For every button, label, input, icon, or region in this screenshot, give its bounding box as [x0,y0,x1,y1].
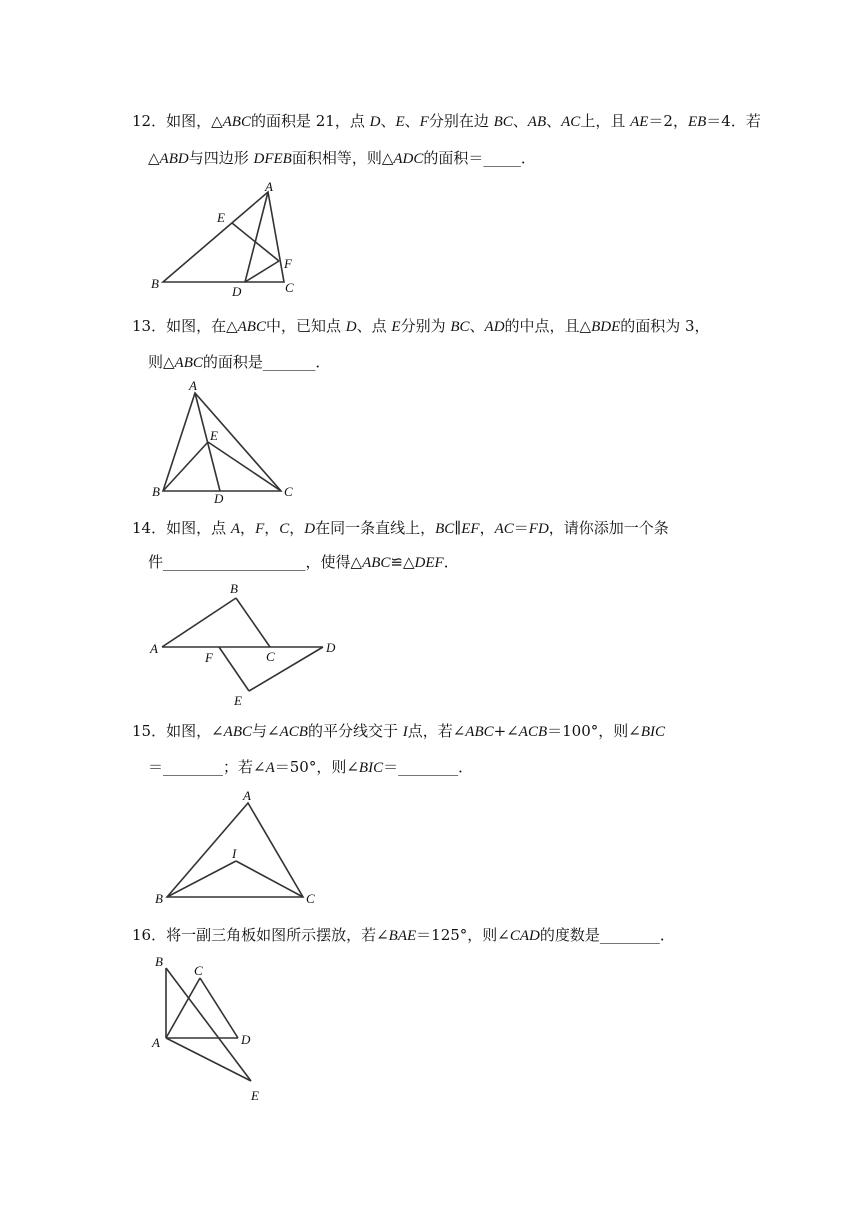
text-run: ＝2， [648,112,688,130]
problem-16-line-1 [132,925,675,946]
problem-14-line-2 [148,552,459,573]
text-run: ＝125°，则∠ [416,926,510,944]
segment-ed [249,647,323,691]
text-run: ＝50°，则∠ [274,758,359,776]
triangle-abc [163,393,281,491]
text-run: 在同一条直线上， [315,519,436,537]
math-variable: BC [435,521,455,537]
problem-text [166,519,669,537]
answer-blank: ________ [398,758,459,776]
math-variable: D [369,114,381,130]
text-run: ， [289,519,305,537]
text-run: 如图，△ [166,112,223,130]
text-run: 如图，点 [166,519,231,537]
text-run: 的面积是 [202,353,263,371]
text-run: ＝ [513,519,529,537]
segment-bi [167,861,236,897]
label-d: D [241,1032,251,1047]
math-variable: F [419,114,429,130]
segment-ab [162,598,236,647]
text-run: ，使得△ [305,553,363,571]
math-variable: D [345,319,357,335]
answer-blank: ________ [599,926,660,944]
problem-15-line-2 [148,757,473,778]
math-variable: FD [528,521,549,537]
problem-text [166,112,761,130]
problem-text [148,758,473,776]
answer-blank: _____ [483,149,521,167]
text-run: ， [264,519,280,537]
problem-number: 15． [132,722,167,740]
segment-be [166,968,251,1081]
math-variable: BIC [640,724,665,740]
text-run: 、 [512,112,528,130]
text-run: ＝ [148,758,164,776]
math-variable: ABC [237,319,266,335]
text-run: 点，若∠ [407,722,466,740]
math-variable: A [230,521,241,537]
math-variable: E [391,319,401,335]
segment-be [163,442,208,491]
text-run: ，请你添加一个条 [548,519,669,537]
math-variable: ABC [362,555,391,571]
text-run: 的平分线交于 [307,722,403,740]
segment-ae [166,1038,251,1081]
math-variable: ACB [279,724,308,740]
math-variable: EB [687,114,707,130]
problem-13-line-1 [132,316,710,337]
math-variable: A [265,760,275,776]
problem-13-figure [145,376,305,506]
text-run: ；若∠ [223,758,266,776]
math-variable: EF [461,521,480,537]
math-variable: BIC [358,760,384,776]
segment-bc [236,598,270,647]
problem-text [148,553,459,571]
math-variable: D [304,521,316,537]
text-run: +∠ [493,722,519,740]
math-variable: BC [450,319,470,335]
label-c: C [306,891,315,906]
text-run: 则△ [148,353,175,371]
problem-13-line-2 [148,352,330,373]
text-run: 中，已知点 [265,317,346,335]
math-variable: C [279,521,290,537]
text-run: 的中点，且△ [504,317,592,335]
text-run: ＝100°，则∠ [547,722,641,740]
label-a: A [243,788,251,803]
text-run: 、点 [356,317,392,335]
label-c: C [194,963,203,978]
math-variable: DEF [414,555,444,571]
math-variable: AD [484,319,505,335]
math-variable: ABC [174,355,203,371]
text-run: 件 [148,553,164,571]
text-run: ， [479,519,495,537]
problem-number: 12． [132,112,167,130]
math-variable: AC [561,114,581,130]
label-b: B [155,954,163,969]
problem-15-line-1 [132,721,665,742]
math-variable: ADC [393,151,424,167]
text-run: 与∠ [252,722,280,740]
text-run: 面积相等，则△ [291,149,394,167]
math-variable: F [255,521,265,537]
text-run: 的面积＝ [423,149,484,167]
math-variable: BAE [388,928,417,944]
label-d: D [232,284,242,299]
label-b: B [230,581,238,596]
label-d: D [214,491,224,506]
answer-blank: ___________________ [163,553,306,571]
label-e: E [234,693,242,708]
math-variable: AC [494,521,514,537]
math-variable: E [395,114,405,130]
problem-text [148,353,330,371]
label-e: E [251,1088,259,1103]
text-run: ＝ [383,758,399,776]
segment-ac [166,978,200,1038]
label-e: E [210,428,218,443]
text-run: 的面积是 21，点 [250,112,370,130]
problem-16-figure [145,950,275,1105]
text-run: ＝4．若 [706,112,761,130]
text-run: ≌△ [390,553,415,571]
text-run: 将一副三角板如图所示摆放，若∠ [166,926,389,944]
label-a: A [152,1035,160,1050]
problem-12-line-1 [132,111,761,132]
label-b: B [152,484,160,499]
text-run: ． [520,149,536,167]
math-variable: BDE [591,319,621,335]
text-run: 上，且 [580,112,631,130]
text-run: ∥ [454,519,462,537]
problem-15-figure [145,784,325,909]
problem-12-figure [145,175,305,300]
text-run: 的度数是 [539,926,600,944]
text-run: 如图，∠ [166,722,224,740]
label-f: F [284,256,292,271]
label-a: A [189,378,197,393]
text-run: 、 [380,112,396,130]
label-e: E [217,210,225,225]
label-d: D [326,640,336,655]
problem-text [148,149,536,167]
problem-12-line-2 [148,148,536,169]
label-a: A [265,179,273,194]
math-variable: BC [493,114,513,130]
math-variable: AE [630,114,649,130]
text-run: 的面积为 3， [620,317,710,335]
problem-text [166,722,665,740]
text-run: △ [148,149,160,167]
text-run: 分别在边 [428,112,494,130]
math-variable: ABC [465,724,494,740]
segment-cd [200,978,238,1038]
text-run: ， [240,519,256,537]
text-run: 、 [404,112,420,130]
problem-number: 14． [132,519,167,537]
label-i: I [232,846,237,861]
label-a: A [150,641,158,656]
segment-fe [219,647,249,691]
text-run: ． [315,353,331,371]
problem-text [166,926,675,944]
label-c: C [285,280,294,295]
text-run: 、 [469,317,485,335]
text-run: ． [443,553,459,571]
answer-blank: ________ [163,758,224,776]
math-variable: ABD [159,151,189,167]
problem-number: 13． [132,317,167,335]
math-variable: I [402,724,408,740]
math-variable: ABC [223,724,253,740]
label-f: F [205,650,213,665]
answer-blank: _______ [262,353,316,371]
math-variable: ABC [222,114,251,130]
text-run: ． [458,758,474,776]
math-variable: ACB [518,724,548,740]
problem-14-line-1 [132,518,669,539]
text-run: 分别为 [400,317,451,335]
text-run: 如图，在△ [166,317,238,335]
text-run: ． [659,926,675,944]
text-run: 与四边形 [188,149,254,167]
segment-ef [232,223,279,261]
problem-number: 16． [132,926,167,944]
label-c: C [266,649,275,664]
math-variable: DFEB [253,151,292,167]
problem-text [166,317,709,335]
problem-14-figure [145,576,345,710]
math-variable: AB [527,114,547,130]
label-b: B [151,276,159,291]
label-c: C [284,484,293,499]
math-variable: CAD [509,928,540,944]
label-b: B [155,891,163,906]
text-run: 、 [546,112,562,130]
